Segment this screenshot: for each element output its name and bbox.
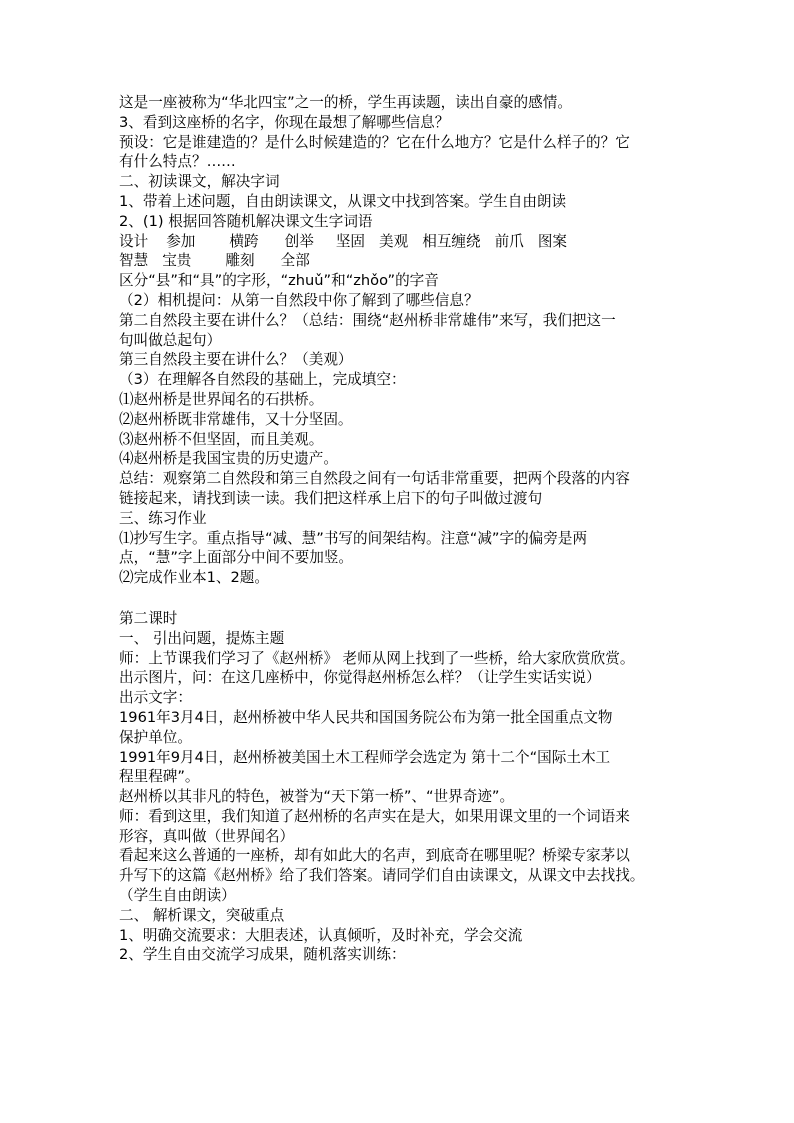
text-line: （3）在理解各自然段的基础上，完成填空： [119,371,406,389]
list-item: ⑵完成作业本1、2题。 [119,569,269,587]
text-line: 链接起来，请找到读一读。我们把这样承上启下的句子叫做过渡句 [119,489,543,507]
text-line: 总结：观察第二自然段和第三自然段之间有一句话非常重要，把两个段落的内容 [119,470,630,488]
vocab-row-2 [119,251,679,271]
text-line: 赵州桥以其非凡的特色，被誉为“天下第一桥”、“世界奇迹”。 [119,788,515,806]
text-line: （2）相机提问：从第一自然段中你了解到了哪些信息？ [119,291,479,309]
text-line: 师：上节课我们学习了《赵州桥》 老师从网上找到了一些桥，给大家欣赏欣赏。 [119,649,635,667]
text-line: 升写下的这篇《赵州桥》给了我们答案。请同学们自由读课文，从课文中去找找。 [119,867,645,885]
text-line: 师：看到这里，我们知道了赵州桥的名声实在是大，如果用课文里的一个词语来 [119,807,630,825]
text-line: 1、明确交流要求：大胆表述，认真倾听，及时补充，学会交流 [119,926,523,944]
section-heading: 三、练习作业 [119,509,207,527]
vocab-word: 美观 [379,232,409,250]
vocab-word: 相互缠绕 [422,232,481,250]
vocab-word: 设计 [119,232,149,250]
section-heading: 一、 引出问题，提炼主题 [119,629,285,647]
text-line: 出示文字： [119,689,192,707]
text-line: 第二自然段主要在讲什么？（总结：围绕“赵州桥非常雄伟”来写，我们把这一 [119,311,616,329]
lesson-heading: 第二课时 [119,609,178,627]
text-line: 1991年9月4日，赵州桥被美国土木工程师学会选定为 第十二个“国际土木工 [119,748,611,766]
list-item: ⑶赵州桥不但坚固，而且美观。 [119,430,324,448]
section-heading: 二、初读课文，解决字词 [119,173,280,191]
text-line: 1961年3月4日，赵州桥被中华人民共和国国务院公布为第一批全国重点文物 [119,708,613,726]
text-line: （学生自由朗读） [119,887,236,905]
text-line: 2、(1) 根据回答随机解决课文生字词语 [119,212,373,230]
list-item: ⑴赵州桥是世界闻名的石拱桥。 [119,390,324,408]
list-item: ⑷赵州桥是我国宝贵的历史遗产。 [119,450,338,468]
text-line: 有什么特点？…… [119,153,236,171]
vocab-word: 坚固 [335,232,366,250]
text-line: 2、学生自由交流学习成果，随机落实训练： [119,946,406,964]
list-item: ⑴抄写生字。重点指导“减、慧”书写的间架结构。注意“减”字的偏旁是两 [119,529,588,547]
section-heading: 二、 解析课文，突破重点 [119,906,285,924]
list-item: ⑵赵州桥既非常雄伟，又十分坚固。 [119,410,353,428]
text-line: 区分“县”和“具”的字形，“zhuǔ”和“zhǒo”的字音 [119,272,439,290]
text-line: 句叫做总起句） [119,331,222,349]
paragraph-spacer [119,588,679,609]
text-line: 预设：它是谁建造的？是什么时候建造的？它在什么地方？它是什么样子的？它 [119,133,630,151]
vocab-word: 前爪 [494,232,524,250]
vocab-word: 全部 [280,252,310,270]
text-line: 这是一座被称为“华北四宝”之一的桥，学生再读题，读出自豪的感情。 [119,94,572,111]
vocab-word: 参加 [166,232,196,250]
text-line: 保护单位。 [119,728,192,746]
vocab-word: 智慧 [119,252,149,270]
text-line: 出示图片，问：在这几座桥中，你觉得赵州桥怎么样？（让学生实话实说） [119,669,601,687]
vocab-word: 图案 [537,232,568,250]
vocab-word: 创举 [284,232,314,250]
text-line: 第三自然段主要在讲什么？（美观） [119,351,353,369]
text-line: 点，“慧”字上面部分中间不要加竖。 [119,549,354,567]
vocab-word: 横跨 [229,232,259,250]
text-line: 1、带着上述问题，自由朗读课文，从课文中找到答案。学生自由朗读 [119,192,567,210]
vocab-word: 雕刻 [225,252,255,270]
text-line: 形容，真叫做（世界闻名） [119,827,295,845]
vocab-row-1 [119,232,679,252]
document-body [119,93,679,965]
text-line: 看起来这么普通的一座桥，却有如此大的名声，到底奇在哪里呢？桥梁专家茅以 [119,847,630,865]
text-line: 程里程碑”。 [119,768,200,786]
text-line: 3、看到这座桥的名字，你现在最想了解哪些信息？ [119,113,450,131]
vocab-word: 宝贵 [162,252,192,270]
